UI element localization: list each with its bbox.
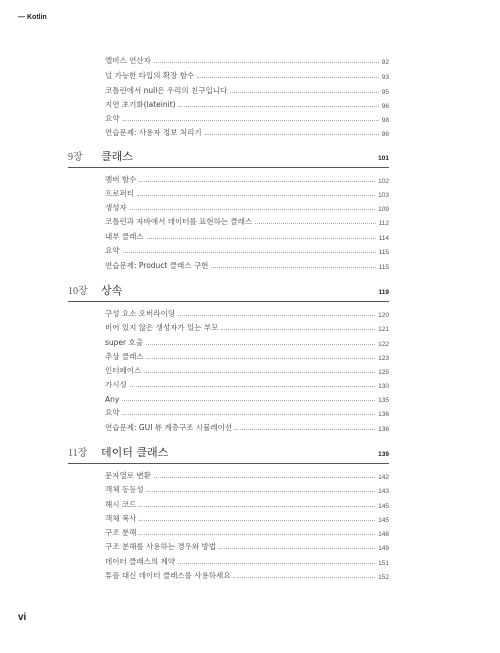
- toc-entry-label: 연습문제: Product 클래스 구현: [105, 261, 209, 270]
- leader-dots: [147, 238, 376, 239]
- leader-dots: [123, 414, 376, 415]
- toc-entry[interactable]: [105, 334, 389, 348]
- leader-dots: [139, 520, 375, 521]
- chapter-heading[interactable]: [68, 443, 389, 464]
- leader-dots: [139, 534, 375, 535]
- toc-entry-label: 요약: [105, 114, 120, 123]
- toc-entry-label: 인터페이스: [105, 366, 142, 375]
- toc-entry-label: 멤버 함수: [105, 175, 137, 184]
- toc-entry[interactable]: [105, 257, 389, 271]
- toc-entry-page: 98: [381, 117, 389, 124]
- toc-entry-page: 145: [378, 503, 389, 510]
- leader-dots: [123, 120, 379, 121]
- toc-entry-label: 데이터 클래스의 제약: [105, 557, 175, 566]
- toc-entry[interactable]: [105, 510, 389, 524]
- toc-entry-page: 112: [378, 220, 389, 227]
- toc-entry[interactable]: [105, 242, 389, 256]
- chapter-page: 101: [378, 155, 389, 162]
- toc-entry[interactable]: [105, 404, 389, 418]
- toc-entry-label: 생성자: [105, 203, 127, 212]
- toc-entry-page: 151: [378, 560, 389, 567]
- toc-entry-label: 문자열로 변환: [105, 471, 151, 480]
- leader-dots: [221, 329, 375, 330]
- toc-entry-label: 해시 코드: [105, 500, 137, 509]
- toc-entry[interactable]: [105, 199, 389, 213]
- toc-entry[interactable]: [105, 376, 389, 390]
- leader-dots: [147, 491, 376, 492]
- running-head: [18, 14, 47, 21]
- toc-entry-label: 요약: [105, 408, 120, 417]
- toc-entry-label: 구성 요소 오버라이딩: [105, 309, 175, 318]
- toc-entry-page: 135: [378, 397, 389, 404]
- toc-entry-page: 120: [378, 312, 389, 319]
- toc-entry-label: 추상 클래스: [105, 352, 144, 361]
- toc-entry-label: 연습문제: GUI 뷰 계층구조 시뮬레이션: [105, 423, 233, 432]
- toc-entry[interactable]: [105, 213, 389, 227]
- leader-dots: [205, 134, 379, 135]
- toc-entry-page: 130: [378, 383, 389, 390]
- chapter-title: 데이터 클래스: [101, 446, 169, 459]
- leader-dots: [154, 477, 375, 478]
- leader-dots: [219, 548, 375, 549]
- toc-entry[interactable]: [105, 124, 389, 138]
- chapter-page: 119: [378, 289, 389, 296]
- leader-dots: [233, 577, 375, 578]
- toc-entry-label: super 호출: [105, 338, 143, 347]
- leader-dots: [123, 252, 376, 253]
- toc-entry-page: 103: [378, 192, 389, 199]
- toc-entry-label: 구조 분해: [105, 528, 137, 537]
- toc-entry-label: Any: [105, 395, 120, 404]
- toc-entry-label: 구조 분해를 사용하는 경우와 방법: [105, 542, 216, 551]
- toc-entry-page: 114: [378, 235, 389, 242]
- toc-entry-label: 지연 초기화(lateinit): [105, 100, 176, 109]
- chapter-heading[interactable]: [68, 281, 389, 302]
- leader-dots: [178, 563, 375, 564]
- toc-entry-page: 152: [378, 574, 389, 581]
- leader-dots: [178, 315, 375, 316]
- toc-entry[interactable]: [105, 185, 389, 199]
- toc-entry-label: 요약: [105, 246, 120, 255]
- toc-entry-label: 가시성: [105, 380, 127, 389]
- running-head-title: Kotlin: [27, 14, 47, 21]
- toc-entry-page: 96: [381, 103, 389, 110]
- toc-entry[interactable]: [105, 228, 389, 242]
- toc-entry[interactable]: [105, 82, 389, 96]
- running-head-rule: —: [18, 14, 24, 21]
- chapter-title: 상속: [101, 284, 123, 297]
- toc-entry-label: 코틀린과 자바에서 데이터를 표현하는 클래스: [105, 217, 253, 226]
- toc-entry-page: 102: [378, 178, 389, 185]
- leader-dots: [197, 77, 379, 78]
- toc-entry[interactable]: [105, 52, 389, 66]
- toc-entry-page: 125: [378, 369, 389, 376]
- toc-entry-page: 149: [378, 545, 389, 552]
- toc-entry-page: 93: [381, 74, 389, 81]
- toc-entry-page: 115: [378, 249, 389, 256]
- page-number: vi: [18, 612, 27, 623]
- chapter-number: 10장: [68, 286, 88, 297]
- toc-entry-page: 115: [378, 264, 389, 271]
- toc-entry[interactable]: [105, 538, 389, 552]
- leader-dots: [122, 400, 375, 401]
- toc-entry[interactable]: [105, 348, 389, 362]
- toc-entry[interactable]: [105, 419, 389, 433]
- toc-entry[interactable]: [105, 567, 389, 581]
- toc-entry[interactable]: [105, 553, 389, 567]
- leader-dots: [255, 223, 375, 224]
- toc-entry[interactable]: [105, 390, 389, 404]
- toc-entry-label: 객체 동등성: [105, 485, 144, 494]
- toc-entry-label: 객체 복사: [105, 514, 137, 523]
- toc-entry-label: 내부 클래스: [105, 232, 144, 241]
- toc-entry[interactable]: [105, 467, 389, 481]
- toc-entry-label: 코틀린에서 null은 우리의 친구입니다: [105, 86, 228, 95]
- toc-entry[interactable]: [105, 171, 389, 185]
- toc-entry-page: 145: [378, 517, 389, 524]
- toc-entry-page: 136: [378, 411, 389, 418]
- toc-entry-page: 143: [378, 488, 389, 495]
- toc-entry-page: 98: [381, 131, 389, 138]
- toc-entry-label: 엘비스 연산자: [105, 56, 151, 65]
- toc-entry[interactable]: [105, 305, 389, 319]
- toc-entry-page: 109: [378, 206, 389, 213]
- leader-dots: [230, 92, 379, 93]
- leader-dots: [139, 181, 375, 182]
- toc-entry-label: 연습문제: 사용자 정보 처리기: [105, 128, 202, 137]
- toc-entry[interactable]: [105, 496, 389, 510]
- leader-dots: [154, 62, 379, 63]
- toc-entry[interactable]: [105, 96, 389, 110]
- toc-entry-page: 142: [378, 474, 389, 481]
- toc-entry-page: 136: [378, 426, 389, 433]
- leader-dots: [139, 506, 375, 507]
- leader-dots: [144, 372, 375, 373]
- chapter-number: 11장: [68, 448, 88, 459]
- toc-entry-page: 122: [378, 341, 389, 348]
- toc-entry-label: 비어 있지 않은 생성자가 있는 부모: [105, 323, 219, 332]
- toc-entry-label: 튜플 대신 데이터 클래스를 사용하세요: [105, 571, 231, 580]
- chapter-title: 클래스: [101, 150, 133, 163]
- leader-dots: [179, 106, 379, 107]
- leader-dots: [147, 358, 376, 359]
- chapter-heading[interactable]: [68, 147, 389, 168]
- toc-entry[interactable]: [105, 481, 389, 495]
- toc-entry[interactable]: [105, 524, 389, 538]
- leader-dots: [211, 267, 375, 268]
- leader-dots: [146, 344, 375, 345]
- toc-entry-page: 95: [381, 89, 389, 96]
- toc-entry[interactable]: [105, 362, 389, 376]
- chapter-number: 9장: [68, 152, 83, 163]
- leader-dots: [235, 429, 375, 430]
- toc-entry[interactable]: [105, 319, 389, 333]
- toc-entry-label: 프로퍼티: [105, 189, 134, 198]
- leader-dots: [130, 209, 375, 210]
- toc-entry-page: 92: [381, 59, 389, 66]
- toc-entry-page: 123: [378, 355, 389, 362]
- toc-entry-page: 148: [378, 531, 389, 538]
- leader-dots: [130, 386, 375, 387]
- toc-entry-label: 널 가능한 타입의 확장 함수: [105, 71, 195, 80]
- toc-entry[interactable]: [105, 110, 389, 124]
- leader-dots: [137, 195, 375, 196]
- toc-entry[interactable]: [105, 67, 389, 81]
- toc-entry-page: 121: [378, 326, 389, 333]
- chapter-page: 139: [378, 451, 389, 458]
